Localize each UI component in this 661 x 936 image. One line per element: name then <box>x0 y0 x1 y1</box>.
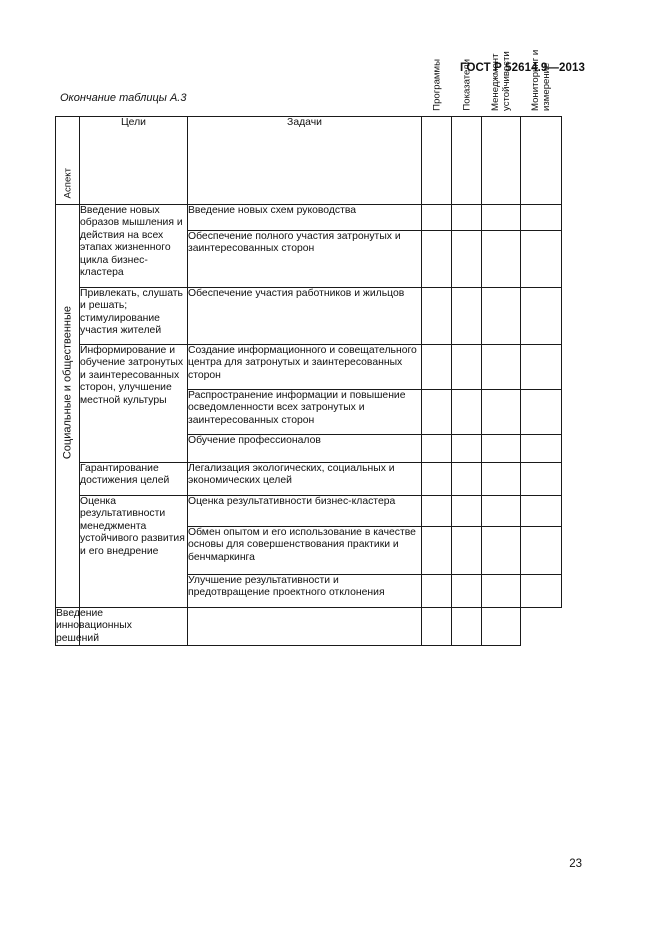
aspect-cell: Социальные и общественные <box>56 205 80 608</box>
mark-indicators <box>452 496 482 527</box>
task-cell: Обеспечение участия работников и жильцов <box>188 288 422 345</box>
table-row <box>56 496 562 527</box>
mark-management <box>482 205 521 231</box>
mark-programs <box>422 390 452 435</box>
mark-programs <box>422 463 452 496</box>
task-cell: Введение новых схем руководства <box>188 205 422 231</box>
task-cell: Легализация экологических, социальных и экономических целей <box>188 463 422 496</box>
mark-management <box>482 463 521 496</box>
mark-programs <box>422 435 452 463</box>
header-programs: Программы <box>422 117 452 205</box>
mark-indicators <box>452 575 482 608</box>
task-cell: Улучшение результативности и предотвращение проектного отклонения <box>188 575 422 608</box>
mark-management <box>482 527 521 575</box>
mark-programs <box>422 496 452 527</box>
mark-programs <box>422 205 452 231</box>
mark-monitoring <box>521 390 562 435</box>
mark-monitoring <box>521 463 562 496</box>
task-cell: Создание информационного и совещательного центра для затронутых и заинтересованных сторон <box>188 345 422 390</box>
header-indicators: Показатели <box>452 117 482 205</box>
mark-indicators <box>452 345 482 390</box>
mark-indicators <box>452 435 482 463</box>
mark-programs <box>422 231 452 288</box>
mark-monitoring <box>521 231 562 288</box>
table-row <box>56 205 562 231</box>
header-monitoring: Мониторинг и измерение <box>521 117 562 205</box>
page-number: 23 <box>569 858 582 870</box>
mark-management <box>482 288 521 345</box>
mark-monitoring <box>521 345 562 390</box>
task-cell: Оценка результативности бизнес-кластера <box>188 496 422 527</box>
mark-programs <box>422 527 452 575</box>
mark-monitoring <box>521 527 562 575</box>
header-aspect: Аспект <box>56 117 80 205</box>
mark-management <box>482 435 521 463</box>
mark-indicators <box>422 608 452 646</box>
table-caption: Окончание таблицы А.3 <box>60 92 187 104</box>
mark-programs <box>188 608 422 646</box>
goal-cell: Информирование и обучение затронутых и заинтересованных сторон, улучшение местной культуры <box>80 345 188 463</box>
mark-monitoring <box>521 288 562 345</box>
mark-indicators <box>452 527 482 575</box>
mark-monitoring <box>521 575 562 608</box>
mark-monitoring <box>521 496 562 527</box>
mark-indicators <box>452 390 482 435</box>
mark-indicators <box>452 463 482 496</box>
mark-management <box>482 575 521 608</box>
mark-programs <box>422 345 452 390</box>
table-row <box>56 463 562 496</box>
table-row <box>56 608 562 646</box>
mark-monitoring <box>482 608 521 646</box>
header-goals: Цели <box>80 117 188 205</box>
mark-monitoring <box>521 205 562 231</box>
mark-programs <box>422 575 452 608</box>
goal-cell: Введение инновационных решений <box>56 608 132 644</box>
mark-management <box>482 390 521 435</box>
mark-programs <box>422 288 452 345</box>
mark-indicators <box>452 288 482 345</box>
mark-management <box>482 496 521 527</box>
task-cell: Обмен опытом и его использование в качестве основы для совершенствования практики и бенчмаркинга <box>188 527 422 575</box>
mark-indicators <box>452 205 482 231</box>
task-cell: Распространение информации и повышение осведомленности всех затронутых и заинтересованных сторон <box>188 390 422 435</box>
goal-cell: Привлекать, слушать и решать; стимулирование участия жителей <box>80 288 188 345</box>
mark-management <box>452 608 482 646</box>
mark-management <box>482 231 521 288</box>
task-cell: Обеспечение полного участия затронутых и заинтересованных сторон <box>188 231 422 288</box>
table-row <box>56 345 562 390</box>
goal-cell: Оценка результативности менеджмента устойчивого развития и его внедрение <box>80 496 188 608</box>
header-management: Менеджмент устойчивости <box>482 117 521 205</box>
header-tasks: Задачи <box>188 117 422 205</box>
task-cell: Обучение профессионалов <box>188 435 422 463</box>
standard-code: ГОСТ Р 52614.9—2013 <box>460 62 585 74</box>
goal-cell: Введение новых образов мышления и действия на всех этапах жизненного цикла бизнес-кластера <box>80 205 188 288</box>
table-row <box>56 288 562 345</box>
table-header-row <box>56 117 562 205</box>
mark-indicators <box>452 231 482 288</box>
mark-monitoring <box>521 435 562 463</box>
mark-management <box>482 345 521 390</box>
goal-cell: Гарантирование достижения целей <box>80 463 188 496</box>
